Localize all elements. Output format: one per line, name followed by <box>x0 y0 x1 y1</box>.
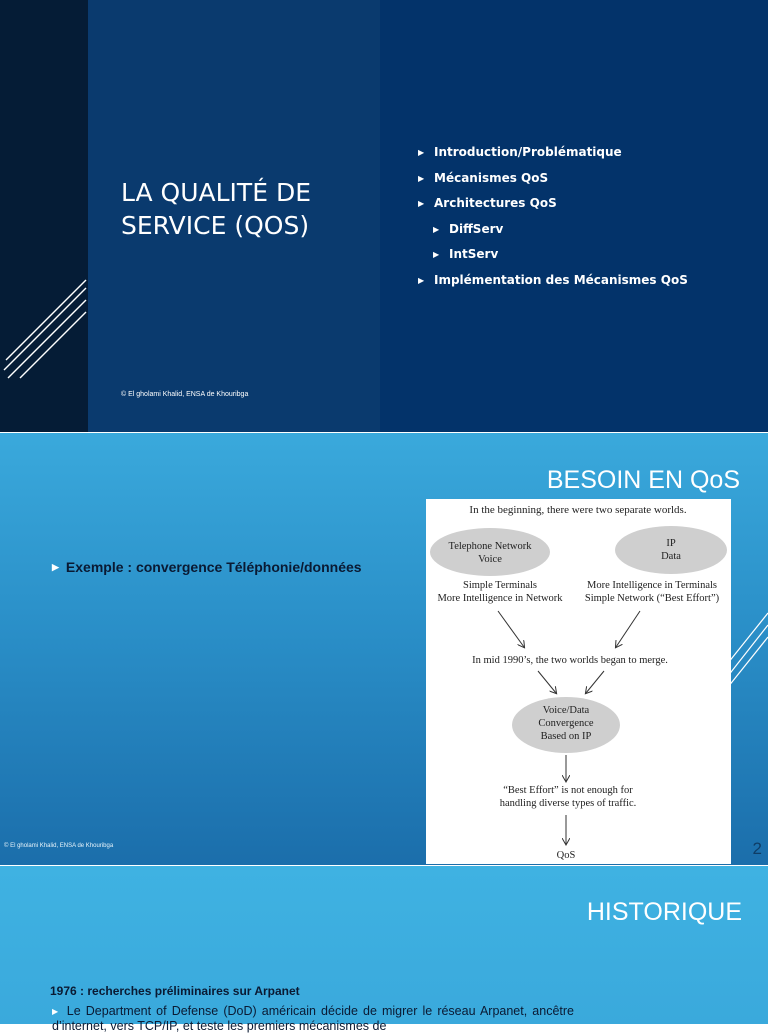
diagonal-lines-decoration <box>0 280 92 380</box>
credit-text: © El gholami Khalid, ENSA de Khouribga <box>121 391 249 398</box>
triangle-bullet-icon: ▶ <box>418 275 425 285</box>
triangle-bullet-icon: ▶ <box>433 250 440 260</box>
page-number: 2 <box>752 839 762 858</box>
triangle-bullet-icon: ▶ <box>433 224 440 234</box>
bullet-paragraph: ▶ Le Department of Defense (DoD) américain décide de migrer le réseau Arpanet, ancêtre d’internet, vers TCP/IP, et teste les premiers mécanismes de <box>52 1004 574 1033</box>
svg-text:Telephone Network: Telephone Network <box>448 541 532 552</box>
svg-text:Data: Data <box>661 551 681 562</box>
outline-item: ▶ Implémentation des Mécanismes QoS <box>418 268 688 294</box>
outline-subitem: ▶ DiffServ <box>418 217 688 243</box>
outline-item: ▶ Introduction/Problématique <box>418 140 688 166</box>
svg-text:“Best Effort” is not enough fo: “Best Effort” is not enough for <box>503 785 633 796</box>
slide-besoin-qos <box>0 433 768 865</box>
qos-label: QoS <box>556 850 576 861</box>
slide-heading: HISTORIQUE <box>586 898 742 926</box>
ip-data-ellipse <box>615 526 727 574</box>
slide-heading: BESOIN EN QoS <box>546 466 740 494</box>
triangle-bullet-icon: ▶ <box>52 1007 60 1016</box>
credit-text: © El gholami Khalid, ENSA de Khouribga <box>4 843 114 849</box>
section-subheading: 1976 : recherches préliminaires sur Arpanet <box>50 984 300 998</box>
qos-convergence-figure <box>426 499 731 864</box>
svg-text:Simple Network (“Best Effort”): Simple Network (“Best Effort”) <box>584 593 720 604</box>
svg-text:Voice: Voice <box>478 554 502 565</box>
svg-text:Based on IP: Based on IP <box>540 731 592 742</box>
figure-heading: In the beginning, there were two separate worlds. <box>469 504 687 516</box>
svg-text:IP: IP <box>666 538 676 549</box>
outline-subitem: ▶ IntServ <box>418 242 688 268</box>
outline-list <box>418 140 688 294</box>
svg-text:More Intelligence in Network: More Intelligence in Network <box>437 593 563 604</box>
svg-text:Simple Terminals: Simple Terminals <box>462 580 538 591</box>
svg-text:Voice/Data: Voice/Data <box>542 705 590 716</box>
merge-text: In mid 1990’s, the two worlds began to merge. <box>472 655 668 666</box>
bullet-point: ▶ Exemple : convergence Téléphonie/données <box>52 559 362 575</box>
outline-item: ▶ Mécanismes QoS <box>418 166 688 192</box>
triangle-bullet-icon: ▶ <box>418 173 425 183</box>
telephone-network-ellipse <box>430 528 550 576</box>
slide-title-text: LA QUALITÉ DE SERVICE (QOS) <box>121 178 311 240</box>
slide-historique <box>0 866 768 1033</box>
triangle-bullet-icon: ▶ <box>52 562 59 572</box>
slide-title <box>0 0 768 432</box>
svg-text:handling diverse types of traf: handling diverse types of traffic. <box>499 798 637 809</box>
convergence-diagram <box>426 499 731 864</box>
svg-text:More Intelligence in Terminals: More Intelligence in Terminals <box>587 580 717 591</box>
svg-text:Convergence: Convergence <box>538 718 594 729</box>
triangle-bullet-icon: ▶ <box>418 148 425 157</box>
outline-item: ▶ Architectures QoS <box>418 191 688 217</box>
triangle-bullet-icon: ▶ <box>418 199 425 209</box>
